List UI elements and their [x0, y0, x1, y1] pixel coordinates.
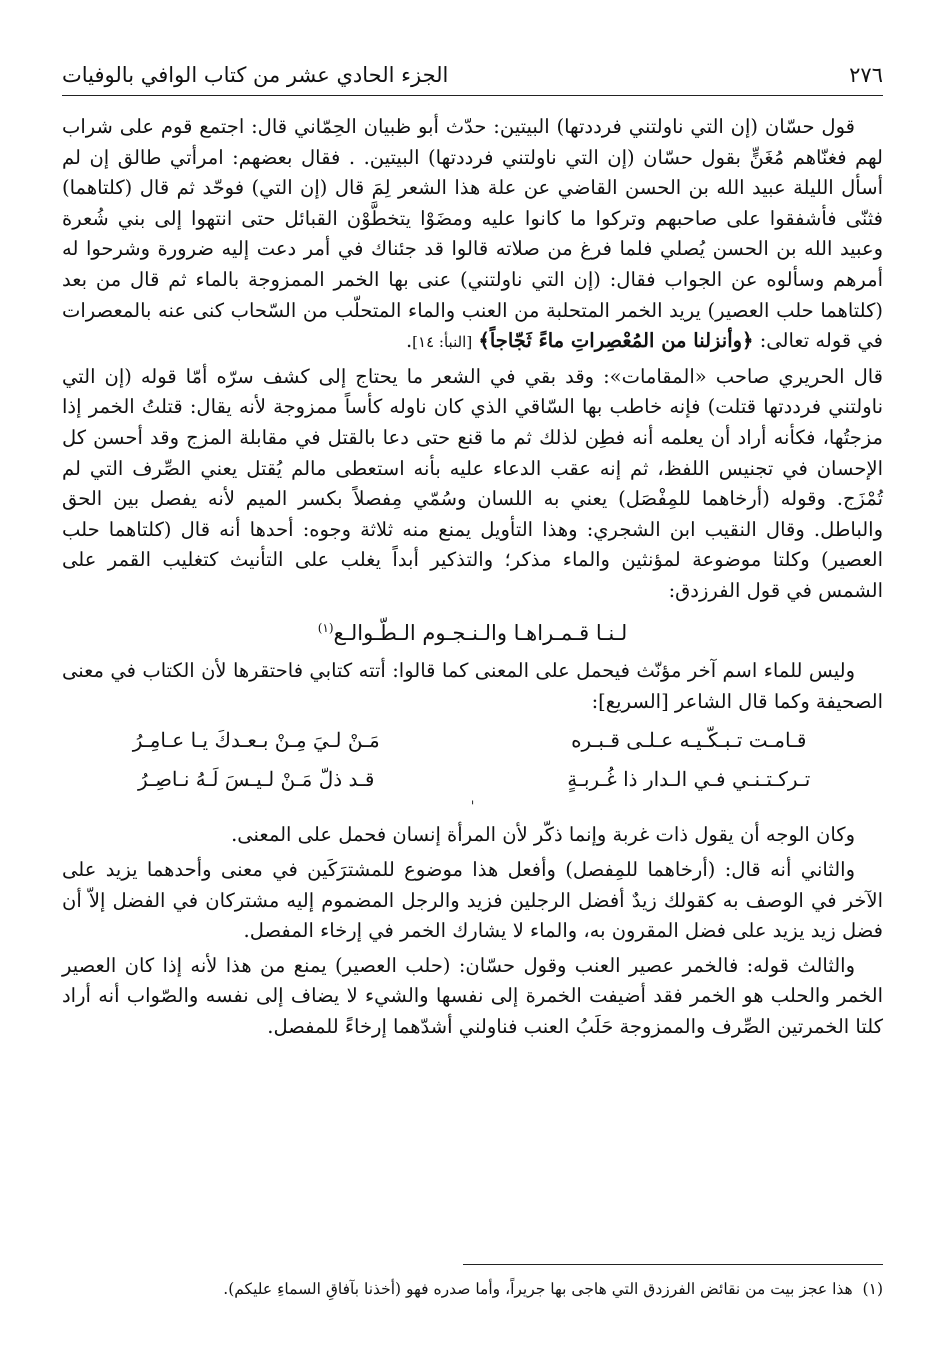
verse-hemistich: لـنـا قـمـراهـا والـنـجـوم الـطّـوالـع$^{(١)}$: [317, 620, 628, 645]
poem-line-1: [62, 725, 883, 756]
running-title: الجزء الحادي عشر من كتاب الوافي بالوفيات: [62, 63, 449, 87]
quran-verse: ﴿وأنزلنا من المُعْصِراتِ ماءً ثَجّاجاً﴾: [478, 329, 754, 353]
main-text: [62, 112, 883, 1043]
paragraph-1: قول حسّان (إن التي ناولتني فرددتها) البيتين: حدّث أبو ظبيان الحِمّاني قال: اجتمع قوم على شراب لهم فغنّاهم مُغَنٍّ بقول حسّان (إن التي ناولتني فرددتها) البيتين. . فقال بعضهم: امرأتي طالق إن لم أسأل الليلة عبيد الله بن الحسن القاضي عن علة هذا الشعر لِمَ قال (إن التي) فوحّد ثم قال (كلتاهما) فثنّى فأشفقوا على صاحبهم وتركوا ما كانوا عليه ومضَوْا يتخطَّوْن القبائل حتى انتهوا إلى بني شُعرة وعبيد الله بن الحسن يُصلي فلما فرغ من صلاته قالوا قد جئناك في أمر دعت إليه ضرورة وشرحوا له أمرهم وسألوه عن الجواب فقال: (إن التي ناولتني) عنى بها الخمر الممزوجة بالماء ثم قال من بعد (كلتاهما حلب العصير) يريد الخمر المتحلبة من العنب والماء المتحلّب من السّحاب كنى عنه بالمعصرات في قوله تعالى: ﴿وأنزلنا من المُعْصِراتِ ماءً ثَجّاجاً﴾ [النبأ: ١٤].: [62, 115, 883, 353]
footnote-rule: [463, 1264, 883, 1265]
paragraph-4: وكان الوجه أن يقول ذات غربة وإنما ذكّر لأن المرأة إنسان فحمل على المعنى.: [231, 823, 855, 847]
verse-tick: ': [470, 799, 475, 816]
poem-line-2: [62, 764, 883, 795]
paragraph-3: وليس للماء اسم آخر مؤنّث فيحمل على المعنى كما قالوا: أتته كتابي فاحتقرها لأن الكتاب في معنى الصحيفة وكما قال الشاعر [السريع]:: [62, 659, 883, 713]
poem: [62, 725, 883, 814]
footnote-marker: (١): [862, 1280, 883, 1298]
hemistich-left: مَـنْ لـيَ مِـنْ بـعـدكَ يـا عـامِـرُ: [132, 728, 380, 753]
hemistich-right: تـركـتـنـي فـي الـدار ذا غُـربـةٍ: [567, 766, 811, 791]
page-number: ٢٧٦: [849, 63, 883, 87]
hemistich-left: قـد ذلّ مَـنْ لـيـسَ لَـهُ نـاصِـرُ: [138, 766, 375, 791]
paragraph-2: قال الحريري صاحب «المقامات»: وقد بقي في الشعر ما يحتاج إلى كشف سرّه أمّا قوله (إن التي ناولتني فرددتها قتلت) فإنه خاطب بها السّاقي الذي كان ناوله كأساً ممزوجة لأنه يقال: قتلتُ الخمر إذا مزجتُها، فكأنه أراد أن يعلمه أنه فطِن لذلك ثم ما قنع حتى دعا بالقتل في مقابلة المزج وقد أحسن كل الإحسان في تجنيس اللفظ، ثم إنه عقب الدعاء عليه بأنه استعطى مالم يُقتل يعني الصِّرف التي لم تُمْزَج. وقوله (أرخاهما للمِفْصَل) يعني به اللسان وسُمّي مِفصلاً بكسر الميم لأنه يفصل بين الحق والباطل. وقال النقيب ابن الشجري: وهذا التأويل يمنع منه ثلاثة وجوه: أحدها أنه قال (كلتاهما حلب العصير) وكلتا موضوعة لمؤنثين والماء مذكر؛ والتذكير أبداً يغلب على التأنيث كتغليب القمر على الشمس في قول الفرزدق:: [62, 364, 883, 602]
paragraph-5: والثاني أنه قال: (أرخاهما للمِفصل) وأفعل هذا موضوع للمشترَكَين في معنى وأحدهما يزيد على الآخر في الوصف به كقولك زيدٌ أفضل الرجلين فزيد والرجل المضموم إليه مشتركان في الفضل إلاّ أن فضل زيد يزيد على فضل المقرون به، والماء لا يشارك الخمر في إرخاء المفصل.: [62, 858, 883, 943]
footnote: [62, 1277, 883, 1301]
header-rule: [62, 95, 883, 96]
footnote-text: هذا عجز بيت من نقائض الفرزدق التي هاجى بها جريراً، وأما صدره فهو (أخذنا بآفاقِ السماءِ عليكم).: [223, 1280, 853, 1298]
footnote-ref: (١): [317, 620, 334, 635]
quran-reference: [النبأ: ١٤]: [412, 333, 473, 352]
page-header: [62, 58, 883, 92]
hemistich-right: قـامـت تـبـكّـيـه عـلـى قـبـره: [571, 728, 807, 753]
paragraph-6: والثالث قوله: فالخمر عصير العنب وقول حسّان: (حلب العصير) يمنع من هذا لأنه إذا كان العصير الخمر والحلب هو الخمر فقد أضيفت الخمرة إلى نفسها والشيء لا يضاف إلى نفسه والصّواب أنه أراد كلتا الخمرتين الصِّرف والممزوجة حَلَبُ العنب فناولني أشدّهما إرخاءً للمفصل.: [62, 953, 883, 1039]
